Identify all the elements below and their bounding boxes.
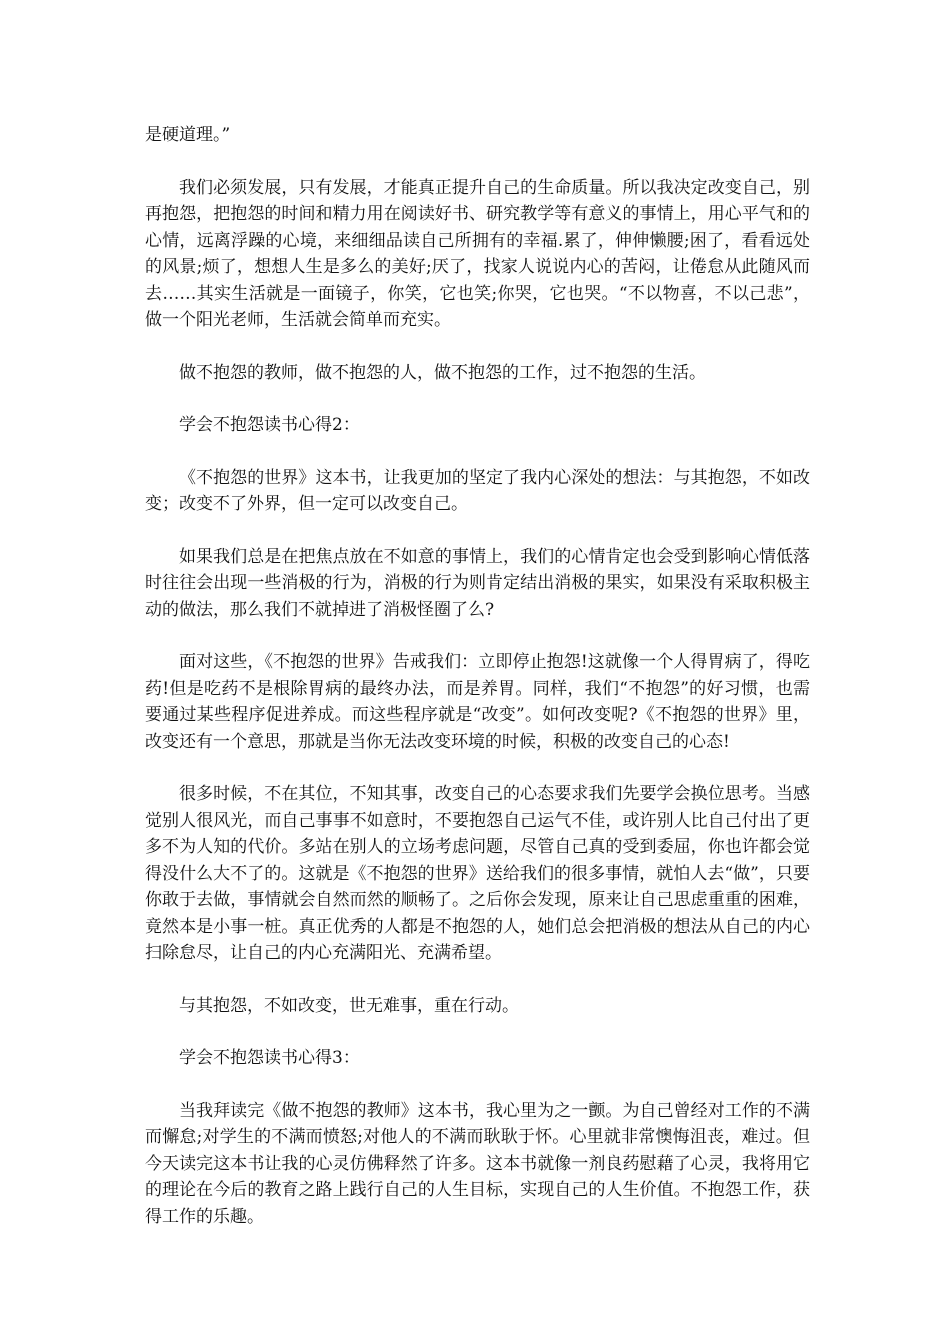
paragraph-stop-complaining: 面对这些，《不抱怨的世界》告戒我们：立即停止抱怨!这就像一个人得胃病了，得吃药!但是吃药不是根除胃病的最终办法，而是养胃。同样，我们“不抱怨”的好习惯，也需要通过某些程序促进养成。而这些程序就是“改变”。如何改变呢?《不抱怨的世界》里，改变还有一个意思，那就是当你无法改变环境的时候，积极的改变自己的心态! <box>145 652 810 752</box>
paragraph-action: 与其抱怨，不如改变，世无难事，重在行动。 <box>179 995 519 1016</box>
section-heading-3: 学会不抱怨读书心得3： <box>179 1048 360 1068</box>
section-heading-2: 学会不抱怨读书心得2： <box>179 415 360 435</box>
paragraph-motto: 做不抱怨的教师，做不抱怨的人，做不抱怨的工作，过不抱怨的生活。 <box>179 362 706 383</box>
paragraph-book-intro: 《不抱怨的世界》这本书，让我更加的坚定了我内心深处的想法：与其抱怨，不如改变；改变不了外界，但一定可以改变自己。 <box>145 467 810 514</box>
paragraph-continuation: 是硬道理。” <box>145 125 231 145</box>
paragraph-teacher-book: 当我拜读完《做不抱怨的教师》这本书，我心里为之一颤。为自己曾经对工作的不满而懈怠;对学生的不满而愤怒;对他人的不满而耿耿于怀。心里就非常懊悔沮丧，难过。但今天读完这本书让我的心灵仿佛释然了许多。这本书就像一剂良药慰藉了心灵，我将用它的理论在今后的教育之路上践行自己的人生目标，实现自己的人生价值。不抱怨工作，获得工作的乐趣。 <box>145 1100 810 1227</box>
document-page <box>145 122 810 1256</box>
paragraph-focus: 如果我们总是在把焦点放在不如意的事情上，我们的心情肯定也会受到影响心情低落时往往会出现一些消极的行为，消极的行为则肯定结出消极的果实，如果没有采取积极主动的做法，那么我们不就掉进了消极怪圈了么? <box>145 546 810 620</box>
paragraph-development: 我们必须发展，只有发展，才能真正提升自己的生命质量。所以我决定改变自己，别再抱怨，把抱怨的时间和精力用在阅读好书、研究教学等有意义的事情上，用心平气和的心情，远离浮躁的心境，来细细品读自己所拥有的幸福.累了，伸伸懒腰;困了，看看远处的风景;烦了，想想人生是多么的美好;厌了，找家人说说内心的苦闷，让倦怠从此随风而去……其实生活就是一面镜子，你笑，它也笑;你哭，它也哭。“不以物喜，不以己悲”，做一个阳光老师，生活就会简单而充实。 <box>145 177 810 330</box>
paragraph-perspective: 很多时候，不在其位，不知其事，改变自己的心态要求我们先要学会换位思考。当感觉别人很风光，而自己事事不如意时，不要抱怨自己运气不佳，或许别人比自己付出了更多不为人知的代价。多站在别人的立场考虑问题，尽管自己真的受到委屈，你也许都会觉得没什么大不了的。这就是《不抱怨的世界》送给我们的很多事情，就怕人去“做”，只要你敢于去做，事情就会自然而然的顺畅了。之后你会发现，原来让自己思虑重重的困难，竟然本是小事一桩。真正优秀的人都是不抱怨的人，她们总会把消极的想法从自己的内心扫除怠尽，让自己的内心充满阳光、充满希望。 <box>145 784 810 963</box>
